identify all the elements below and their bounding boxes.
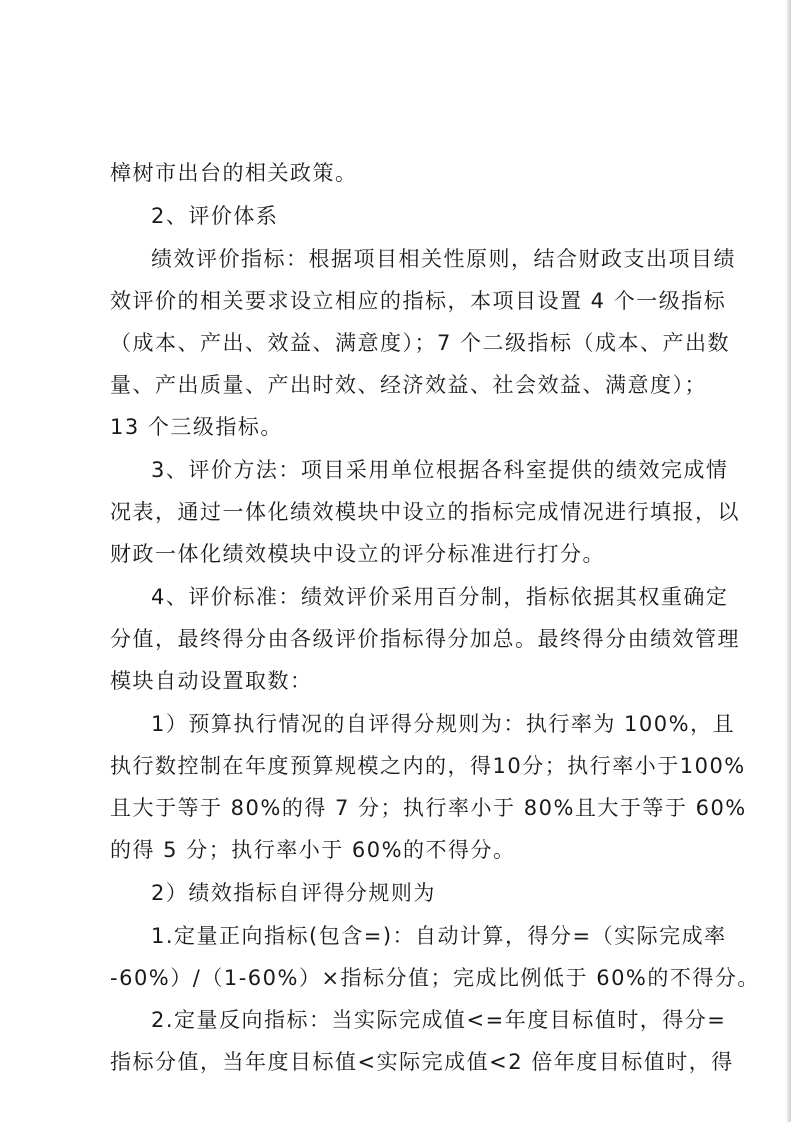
text-line-9: 况表，通过一体化绩效模块中设立的指标完成情况进行填报，以	[110, 500, 740, 524]
text-line-1: 樟树市出台的相关政策。	[110, 161, 358, 185]
text-line-11: 4、评价标准：绩效评价采用百分制，指标依据其权重确定	[151, 585, 729, 609]
text-line-16: 且大于等于 80%的得 7 分；执行率小于 80%且大于等于 60%	[110, 796, 747, 820]
text-line-10: 财政一体化绩效模块中设立的评分标准进行打分。	[110, 542, 605, 566]
text-line-20: -60%）/（1-60%）×指标分值；完成比例低于 60%的不得分。	[110, 966, 760, 990]
text-line-6: 量、产出质量、产出时效、经济效益、社会效益、满意度）；	[110, 373, 707, 397]
scan-edge-shadow	[786, 0, 791, 1122]
text-line-19: 1.定量正向指标(包含=)：自动计算，得分=（实际完成率	[151, 924, 727, 948]
text-line-14: 1）预算执行情况的自评得分规则为：执行率为 100%，且	[151, 712, 736, 736]
text-line-15: 执行数控制在年度预算规模之内的，得10分；执行率小于100%	[110, 754, 746, 778]
text-line-4: 效评价的相关要求设立相应的指标，本项目设置 4 个一级指标	[110, 289, 727, 313]
text-line-22: 指标分值，当年度目标值<实际完成值<2 倍年度目标值时，得	[110, 1050, 734, 1074]
text-line-12: 分值，最终得分由各级评价指标得分加总。最终得分由绩效管理	[110, 627, 740, 651]
section-heading-evaluation-system: 2、评价体系	[151, 204, 279, 228]
text-line-7: 13 个三级指标。	[110, 415, 283, 439]
text-line-18: 2）绩效指标自评得分规则为	[151, 881, 436, 905]
text-line-8: 3、评价方法：项目采用单位根据各科室提供的绩效完成情	[151, 458, 729, 482]
text-line-3: 绩效评价指标：根据项目相关性原则，结合财政支出项目绩	[151, 247, 736, 271]
text-line-13: 模块自动设置取数：	[110, 669, 313, 693]
text-line-5: （成本、产出、效益、满意度）；7 个二级指标（成本、产出数	[110, 331, 731, 355]
text-line-21: 2.定量反向指标：当实际完成值<=年度目标值时，得分=	[151, 1008, 727, 1032]
text-line-17: 的得 5 分；执行率小于 60%的不得分。	[110, 838, 516, 862]
